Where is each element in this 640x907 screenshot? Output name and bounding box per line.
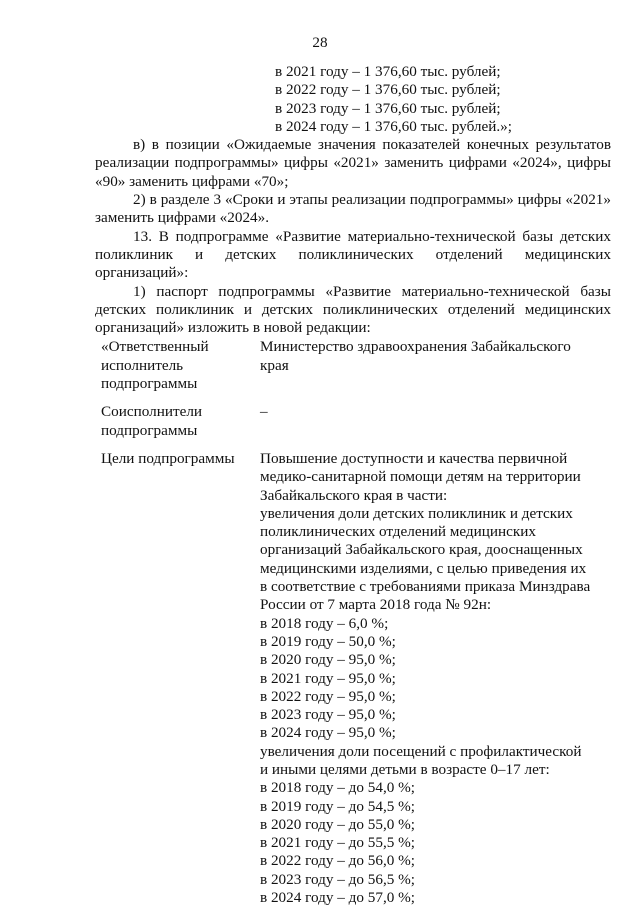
goal-line: в 2018 году – 6,0 %;: [260, 614, 389, 632]
passport-value-line: –: [260, 403, 268, 421]
funding-amount-2021: в 2021 году – 1 376,60 тыс. рублей;: [275, 63, 501, 80]
document-body: [95, 63, 611, 907]
goal-line: в 2021 году – до 55,5 %;: [260, 834, 416, 852]
passport-label-responsible: [95, 338, 260, 393]
passport-label-coexecutors: [95, 403, 260, 440]
paragraph-section-3: 2) в разделе 3 «Сроки и этапы реализации подпрограммы» цифры «2021» заменить цифрами «2024».: [95, 191, 611, 227]
goal-line: в 2018 году – до 54,0 %;: [260, 779, 416, 797]
funding-amount-2024: в 2024 году – 1 376,60 тыс. рублей.»;: [275, 117, 512, 135]
goal-line: организаций Забайкальского края, дооснащенных: [260, 541, 583, 559]
goal-line: в 2019 году – до 54,5 %;: [260, 797, 416, 815]
passport-label-line: подпрограммы: [101, 375, 198, 393]
passport-value-line: Министерство здравоохранения Забайкальского: [260, 338, 571, 356]
goal-line: в 2024 году – 95,0 %;: [260, 724, 396, 742]
page-number: 28: [312, 34, 328, 51]
paragraph-expected-results: в) в позиции «Ожидаемые значения показателей конечных результатов реализации подпрограммы» цифры «2021» заменить цифрами «2024», цифры «90» заменить цифрами «70»;: [95, 136, 611, 190]
passport-label-line: подпрограммы: [101, 421, 198, 439]
passport-table: [95, 338, 611, 907]
passport-label-line: исполнитель: [101, 356, 184, 374]
goal-line: России от 7 марта 2018 года № 92н:: [260, 596, 492, 614]
goal-line: в 2019 году – 50,0 %;: [260, 632, 396, 650]
funding-amount-2022: в 2022 году – 1 376,60 тыс. рублей;: [275, 81, 501, 99]
goal-line: поликлинических отделений медицинских: [260, 523, 536, 541]
passport-value-line: края: [260, 356, 289, 374]
goal-line: в 2022 году – 95,0 %;: [260, 687, 396, 705]
goal-line: в 2023 году – до 56,5 %;: [260, 870, 416, 888]
goal-line: в 2020 году – до 55,0 %;: [260, 815, 416, 833]
goal-line: в 2022 году – до 56,0 %;: [260, 852, 416, 870]
passport-label-line: «Ответственный: [101, 338, 209, 356]
goal-line: Забайкальского края в части:: [260, 486, 448, 504]
paragraph-passport-intro: 1) паспорт подпрограммы «Развитие материально-технической базы детских поликлиник и детских поликлинических отделений медицинских организаций» изложить в новой редакции:: [95, 282, 611, 337]
goal-line: Повышение доступности и качества первичной: [260, 449, 568, 467]
paragraph-subprogram-13: 13. В подпрограмме «Развитие материально-технической базы детских поликлиник и детских поликлинических отделений медицинских организаций»:: [95, 227, 611, 282]
goal-line: в соответствие с требованиями приказа Минздрава: [260, 578, 591, 596]
funding-amount-2023: в 2023 году – 1 376,60 тыс. рублей;: [275, 99, 501, 117]
goal-line: в 2020 году – 95,0 %;: [260, 651, 396, 669]
goal-line: увеличения доли посещений с профилактической: [260, 742, 582, 760]
goal-line: медико-санитарной помощи детям на территории: [260, 468, 581, 486]
passport-value-goals: [260, 450, 598, 907]
passport-value-coexecutors: [260, 403, 598, 440]
passport-value-responsible: [260, 338, 598, 393]
passport-label-goals: [95, 450, 260, 907]
goal-line: в 2023 году – 95,0 %;: [260, 706, 396, 724]
passport-label-line: Цели подпрограммы: [101, 449, 235, 467]
goal-line: в 2021 году – 95,0 %;: [260, 669, 396, 687]
goal-line: медицинскими изделиями, с целью приведения их: [260, 559, 587, 577]
passport-label-line: Соисполнители: [101, 403, 203, 421]
goal-line: и иными целями детьми в возрасте 0–17 лет:: [260, 760, 550, 778]
goal-line: увеличения доли детских поликлиник и детских: [260, 504, 573, 522]
goal-line: в 2024 году – до 57,0 %;: [260, 889, 416, 907]
funding-amounts-list: [275, 63, 611, 136]
